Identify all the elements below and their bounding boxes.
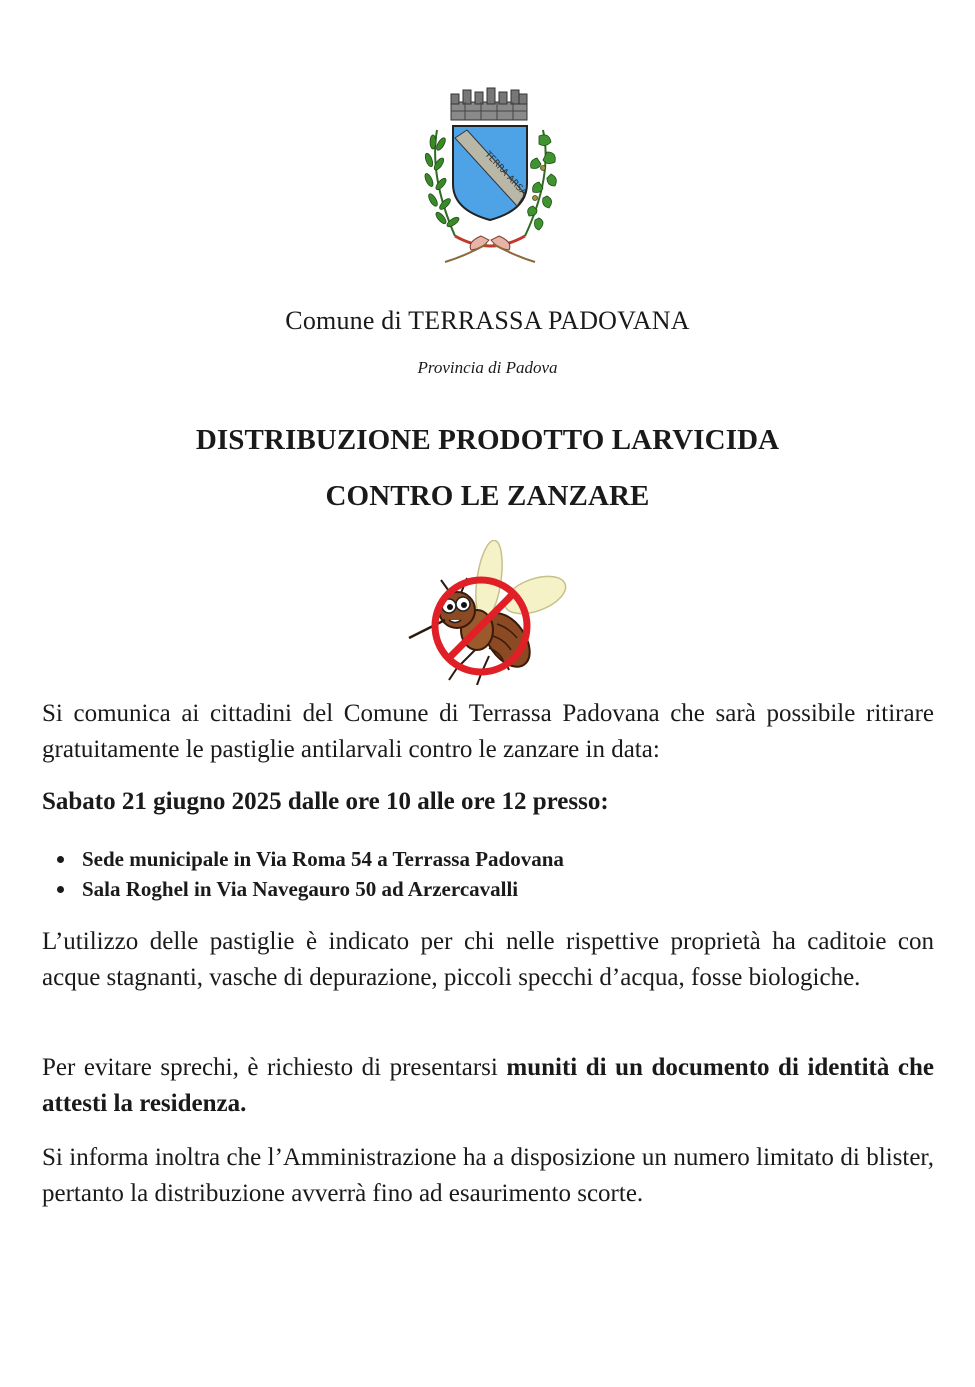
no-mosquito-icon xyxy=(405,540,570,685)
ribbon xyxy=(445,236,535,262)
crest-motto: TERRA ARSA xyxy=(482,149,529,199)
venue-label: Sede municipale in Via Roma 54 a Terrassa Padovana xyxy=(82,847,564,871)
oak-branch xyxy=(525,130,556,236)
id-requirement-paragraph xyxy=(42,1050,934,1122)
municipal-coat-of-arms-icon xyxy=(415,86,565,270)
notice-title-line-1: DISTRIBUZIONE PRODOTTO LARVICIDA xyxy=(195,424,780,456)
notice-title-line-2: CONTRO LE ZANZARE xyxy=(325,480,650,512)
venue-list xyxy=(42,844,564,904)
list-item xyxy=(42,844,564,874)
limited-supply-paragraph: Si informa inoltra che l’Amministrazione ha a disposizione un numero limitato di blister, pertanto la distribuzione avverrà fino ad esaurimento scorte. xyxy=(42,1144,934,1207)
usage-paragraph: L’utilizzo delle pastiglie è indicato per chi nelle rispettive proprietà ha caditoie con acque stagnanti, vasche di depurazione, piccoli specchi d’acqua, fosse biologiche. xyxy=(42,928,934,991)
venue-label: Sala Roghel in Via Navegauro 50 ad Arzercavalli xyxy=(82,877,519,901)
province-name: Provincia di Padova xyxy=(417,358,558,377)
distribution-date: Sabato 21 giugno 2025 dalle ore 10 alle ore 12 presso: xyxy=(42,788,609,815)
bullet-icon xyxy=(57,856,64,863)
bullet-icon xyxy=(57,886,64,893)
mural-crown xyxy=(451,88,527,120)
municipality-name: Comune di TERRASSA PADOVANA xyxy=(285,306,690,335)
intro-paragraph: Si comunica ai cittadini del Comune di Terrassa Padovana che sarà possibile ritirare gratuitamente le pastiglie antilarvali contro le zanzare in data: xyxy=(42,700,934,763)
id-requirement-emphasis: muniti di un documento di identità che attesti la residenza. xyxy=(42,1054,935,1117)
list-item xyxy=(42,874,564,904)
id-requirement-text: Per evitare sprechi, è richiesto di presentarsi xyxy=(42,1054,507,1081)
